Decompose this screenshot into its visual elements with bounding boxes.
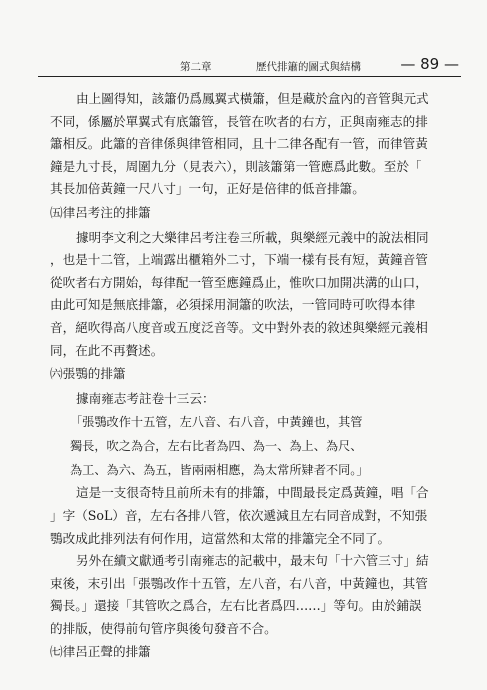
running-header xyxy=(38,54,461,77)
text-line: 音，絕吹得高八度音或五度泛音等。文中對外表的敘述與樂經元義相 xyxy=(50,319,428,335)
text-line: 獨長。」還接「其管吹之爲合，左右比者爲四……」等句。由於鋪誤 xyxy=(50,598,422,614)
text-line: 據南雍志考註卷十三云： xyxy=(76,390,215,406)
quote-line: 「張鶚改作十五管，左八音、右八音，中黃鐘也，其管 xyxy=(70,415,363,430)
text-line: 簫相反。此簫的音律係與律管相同，且十二律各配有一管，而律管黃 xyxy=(50,136,428,152)
text-line: ，也是十二管，上端露出櫃箱外二寸，下端一樣有長有短，黃鐘音管 xyxy=(50,252,428,268)
paragraph-2 xyxy=(50,227,462,363)
section-heading-7 xyxy=(50,641,462,664)
text-line: 的排版，使得前句管序與後句發音不合。 xyxy=(50,620,277,636)
text-line: 同，在此不再贅述。 xyxy=(50,342,164,358)
text-line: 鐘是九寸長，周圍九分（見表六），則該簫第一管應爲此數。至於「 xyxy=(50,158,422,174)
text-line: 據明李文利之大樂律呂考注卷三所載，與樂經元義中的說法相同 xyxy=(76,229,429,245)
text-line: 不同，係屬於單翼式有底簫管，長管在吹者的右方，正與南雍志的排 xyxy=(50,113,428,129)
block-quote xyxy=(50,410,462,482)
text-line: 鶚改成此排列法有何作用，這當然和太常的排簫完全不同了。 xyxy=(50,530,391,546)
heading-text: ㈤律呂考注的排簫 xyxy=(50,204,151,220)
text-line: 從吹者右方開始，每律配一管至應鐘爲止，惟吹口加開㓋溝的山口， xyxy=(50,274,428,290)
text-line: 另外在續文獻通考引南雍志的記載中，最末句「十六管三寸」結 xyxy=(76,553,429,569)
chapter-title: 歷代排簫的圖式與結構 xyxy=(256,61,361,73)
section-heading-5 xyxy=(50,202,462,225)
paragraph-4 xyxy=(50,482,462,550)
text-line: 這是一支很奇特且前所未有的排簫，中間最長定爲黃鐘，唱「合 xyxy=(76,485,429,501)
section-heading-6 xyxy=(50,363,462,386)
text-line: 其長加倍黃鐘一尺八寸」一句，正好是倍律的低音排簫。 xyxy=(50,181,365,197)
text-line: 由此可知是無底排簫，必須採用洞簫的吹法，一管同時可吹得本律 xyxy=(50,297,416,313)
quote-line: 獨長，吹之為合，左右比者為四、為一、為上、為尺、 xyxy=(70,439,363,454)
paragraph-3 xyxy=(50,388,462,411)
text-line: 束後，末引出「張鶚改作十五管，左八音，右八音，中黃鐘也，其管 xyxy=(50,575,428,591)
chapter-label: 第二章 xyxy=(180,61,212,73)
text-line: 由上圖得知，該簫仍爲鳳翼式橫簫，但是藏於盒內的音管與元式 xyxy=(76,91,429,106)
page-number: — 89 — xyxy=(400,55,459,73)
paragraph-5 xyxy=(50,550,462,640)
paragraph-1 xyxy=(50,88,462,201)
quote-line: 為工、為六、為五，皆兩兩相應，為太常所肄者不同。」 xyxy=(70,463,369,478)
heading-text: ㈦律呂正聲的排簫 xyxy=(50,644,151,660)
text-line: 」字（SoL）音，左右各排八管，依次遞減且左右同音成對，不知張 xyxy=(50,507,428,523)
body-text xyxy=(50,88,462,666)
heading-text: ㈥張鶚的排簫 xyxy=(50,366,126,382)
